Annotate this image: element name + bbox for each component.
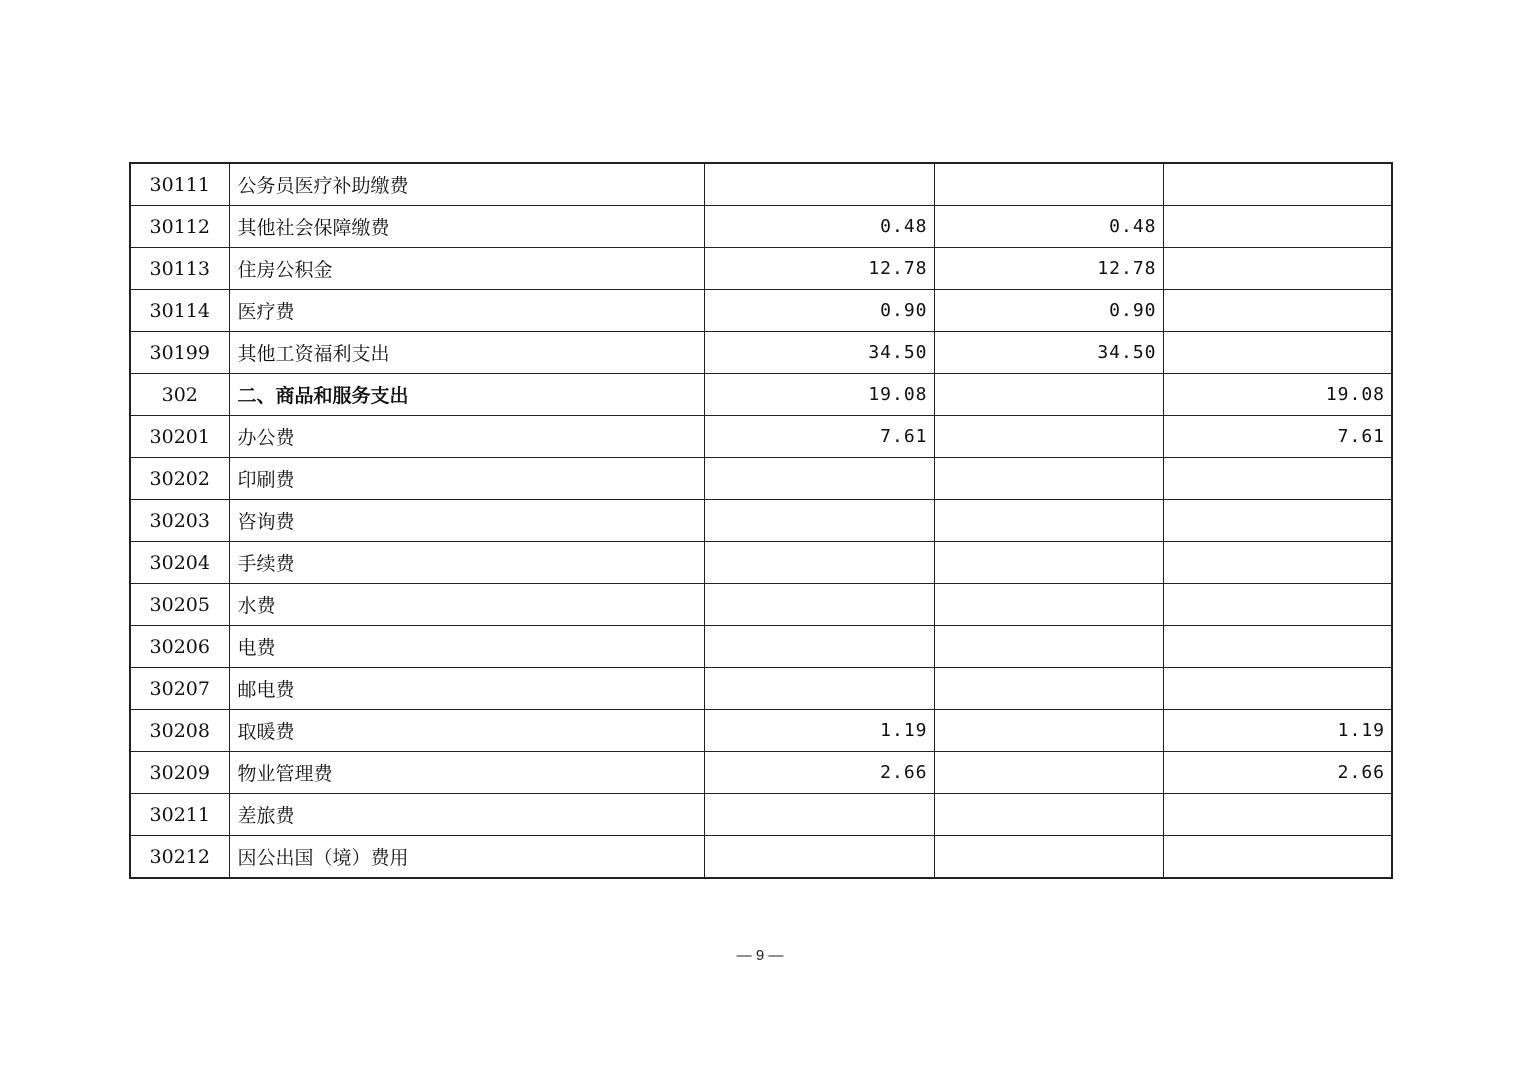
cell-code: 30206 (130, 626, 229, 668)
cell-basic (934, 752, 1163, 794)
cell-basic: 34.50 (934, 332, 1163, 374)
cell-project (1163, 248, 1392, 290)
table-row (130, 794, 1392, 836)
table-row (130, 752, 1392, 794)
cell-total (704, 458, 934, 500)
cell-total: 0.48 (704, 206, 934, 248)
table-row (130, 163, 1392, 206)
cell-project (1163, 836, 1392, 879)
cell-name: 其他工资福利支出 (229, 332, 704, 374)
cell-total (704, 668, 934, 710)
table-row (130, 500, 1392, 542)
cell-code: 30199 (130, 332, 229, 374)
table-body (130, 163, 1392, 878)
cell-total: 2.66 (704, 752, 934, 794)
cell-total (704, 163, 934, 206)
table-row (130, 584, 1392, 626)
cell-code: 30203 (130, 500, 229, 542)
cell-project (1163, 668, 1392, 710)
cell-basic: 0.90 (934, 290, 1163, 332)
table-row (130, 458, 1392, 500)
cell-name: 办公费 (229, 416, 704, 458)
cell-project (1163, 584, 1392, 626)
cell-project (1163, 458, 1392, 500)
cell-project (1163, 332, 1392, 374)
cell-basic (934, 668, 1163, 710)
cell-total: 34.50 (704, 332, 934, 374)
cell-code: 30112 (130, 206, 229, 248)
cell-total: 1.19 (704, 710, 934, 752)
cell-name: 住房公积金 (229, 248, 704, 290)
cell-total (704, 626, 934, 668)
cell-project: 1.19 (1163, 710, 1392, 752)
cell-project: 2.66 (1163, 752, 1392, 794)
cell-name: 二、商品和服务支出 (229, 374, 704, 416)
cell-total: 19.08 (704, 374, 934, 416)
cell-name: 手续费 (229, 542, 704, 584)
cell-basic (934, 542, 1163, 584)
cell-project (1163, 163, 1392, 206)
cell-total: 0.90 (704, 290, 934, 332)
cell-code: 30204 (130, 542, 229, 584)
table-row (130, 290, 1392, 332)
table-row (130, 626, 1392, 668)
cell-total (704, 500, 934, 542)
table-row (130, 206, 1392, 248)
cell-name: 邮电费 (229, 668, 704, 710)
cell-code: 30111 (130, 163, 229, 206)
cell-basic (934, 374, 1163, 416)
cell-basic (934, 458, 1163, 500)
cell-name: 咨询费 (229, 500, 704, 542)
cell-basic (934, 163, 1163, 206)
table-row (130, 668, 1392, 710)
cell-name: 物业管理费 (229, 752, 704, 794)
cell-name: 医疗费 (229, 290, 704, 332)
cell-code: 30202 (130, 458, 229, 500)
cell-code: 30208 (130, 710, 229, 752)
cell-code: 30212 (130, 836, 229, 879)
cell-basic (934, 584, 1163, 626)
cell-code: 30205 (130, 584, 229, 626)
cell-project (1163, 206, 1392, 248)
cell-basic: 0.48 (934, 206, 1163, 248)
cell-basic: 12.78 (934, 248, 1163, 290)
cell-code: 30114 (130, 290, 229, 332)
cell-project (1163, 626, 1392, 668)
cell-basic (934, 500, 1163, 542)
cell-project (1163, 542, 1392, 584)
cell-name: 其他社会保障缴费 (229, 206, 704, 248)
cell-name: 电费 (229, 626, 704, 668)
table-row (130, 416, 1392, 458)
cell-project (1163, 290, 1392, 332)
cell-name: 取暖费 (229, 710, 704, 752)
cell-name: 差旅费 (229, 794, 704, 836)
cell-project (1163, 500, 1392, 542)
table-row (130, 374, 1392, 416)
expenditure-table (129, 162, 1393, 879)
cell-basic (934, 710, 1163, 752)
table-row (130, 248, 1392, 290)
cell-name: 公务员医疗补助缴费 (229, 163, 704, 206)
cell-code: 30211 (130, 794, 229, 836)
cell-total (704, 542, 934, 584)
cell-code: 30201 (130, 416, 229, 458)
cell-basic (934, 836, 1163, 879)
cell-total (704, 794, 934, 836)
cell-code: 302 (130, 374, 229, 416)
table-row (130, 710, 1392, 752)
table-row (130, 836, 1392, 879)
cell-project (1163, 794, 1392, 836)
cell-project: 19.08 (1163, 374, 1392, 416)
table-row (130, 542, 1392, 584)
cell-total: 7.61 (704, 416, 934, 458)
cell-name: 水费 (229, 584, 704, 626)
cell-basic (934, 416, 1163, 458)
cell-project: 7.61 (1163, 416, 1392, 458)
cell-basic (934, 626, 1163, 668)
cell-name: 因公出国（境）费用 (229, 836, 704, 879)
cell-total (704, 584, 934, 626)
page-number: — 9 — (736, 947, 784, 964)
cell-total: 12.78 (704, 248, 934, 290)
expenditure-table-container (129, 162, 1391, 879)
cell-total (704, 836, 934, 879)
cell-code: 30209 (130, 752, 229, 794)
table-row (130, 332, 1392, 374)
cell-name: 印刷费 (229, 458, 704, 500)
cell-basic (934, 794, 1163, 836)
cell-code: 30207 (130, 668, 229, 710)
cell-code: 30113 (130, 248, 229, 290)
